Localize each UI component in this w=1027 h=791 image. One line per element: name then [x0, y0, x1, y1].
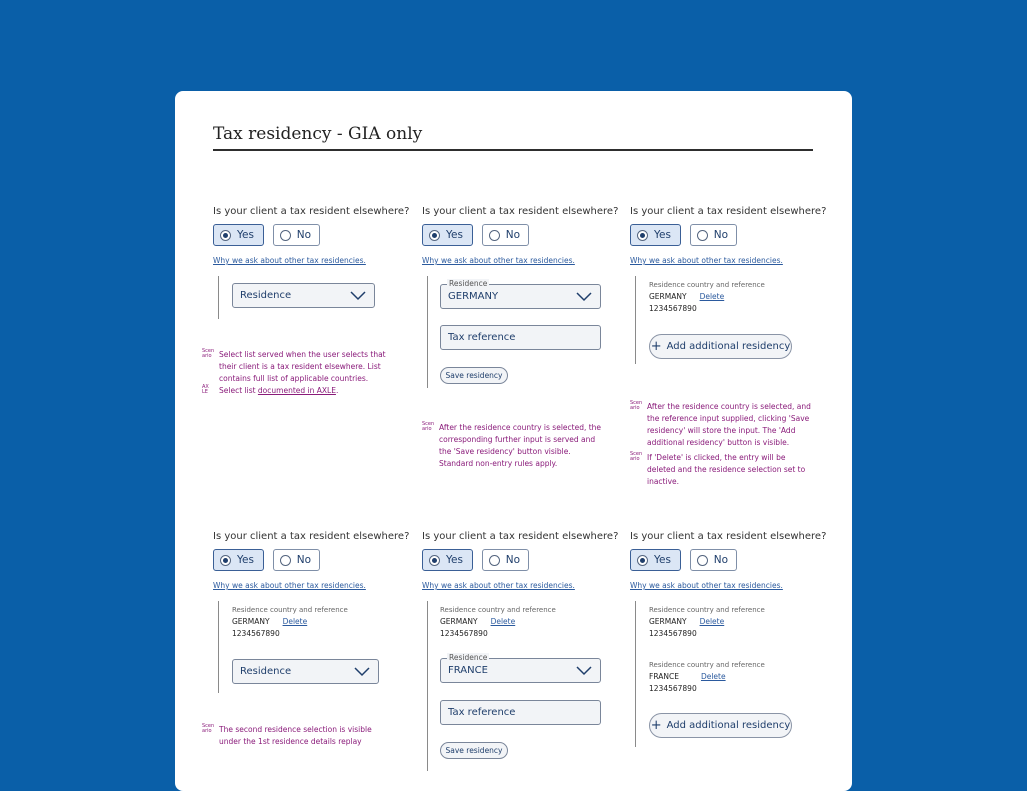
radio-unchecked-icon — [489, 230, 500, 241]
indent-line — [218, 276, 219, 319]
yes-radio[interactable] — [213, 549, 264, 571]
delete-link[interactable]: Delete — [699, 617, 725, 626]
yes-label: Yes — [446, 229, 463, 241]
summary-country: GERMANY — [649, 292, 687, 301]
scenario-note — [630, 401, 815, 449]
question-label: Is your client a tax resident elsewhere? — [422, 206, 619, 217]
residence-select[interactable] — [440, 279, 601, 309]
residence-select[interactable] — [232, 659, 379, 684]
plus-icon: + — [650, 718, 662, 733]
residence-summary — [649, 659, 765, 695]
residence-select[interactable] — [440, 653, 601, 683]
radio-checked-icon — [637, 230, 648, 241]
add-residency-button[interactable] — [649, 713, 792, 738]
summary-reference: 1234567890 — [649, 684, 697, 693]
residence-summary — [649, 604, 765, 640]
radio-unchecked-icon — [697, 555, 708, 566]
summary-reference: 1234567890 — [440, 629, 488, 638]
chevron-down-icon — [354, 667, 370, 677]
indent-line — [427, 276, 428, 388]
radio-group — [422, 224, 529, 246]
residence-summary — [440, 604, 556, 640]
question-label: Is your client a tax resident elsewhere? — [213, 531, 410, 542]
scenario-tag: Scen ario — [422, 421, 435, 432]
axle-note-prefix: Select list — [219, 386, 258, 395]
radio-checked-icon — [220, 555, 231, 566]
radio-group — [213, 224, 320, 246]
residence-select-value: GERMANY — [448, 291, 499, 302]
panel-second-residence-france — [422, 531, 622, 590]
delete-link[interactable]: Delete — [700, 672, 726, 681]
scenario-note — [202, 724, 387, 748]
radio-unchecked-icon — [697, 230, 708, 241]
yes-radio[interactable] — [630, 224, 681, 246]
no-radio[interactable] — [482, 549, 529, 571]
residence-summary — [649, 279, 765, 315]
radio-group — [630, 549, 737, 571]
title-divider — [213, 149, 813, 151]
chevron-down-icon — [576, 666, 592, 676]
summary-country: GERMANY — [440, 617, 478, 626]
radio-checked-icon — [429, 230, 440, 241]
no-label: No — [505, 554, 520, 566]
axle-note — [202, 385, 387, 397]
chevron-down-icon — [576, 292, 592, 302]
plus-icon: + — [650, 339, 662, 354]
tax-residency-card — [175, 91, 852, 791]
why-link[interactable]: Why we ask about other tax residencies. — [422, 581, 575, 590]
tax-reference-placeholder: Tax reference — [448, 332, 516, 343]
yes-radio[interactable] — [213, 224, 264, 246]
tax-reference-input[interactable] — [440, 700, 601, 725]
yes-label: Yes — [654, 554, 671, 566]
radio-group — [213, 549, 320, 571]
scenario-tag: Scen ario — [630, 400, 643, 411]
yes-label: Yes — [446, 554, 463, 566]
page-title: Tax residency - GIA only — [213, 124, 423, 144]
summary-country: GERMANY — [649, 617, 687, 626]
note-text: After the residence country is selected, and the reference input supplied, clicking 'Save residency' will store the input. The 'Add additional residency' button is visible. — [647, 402, 811, 447]
question-label: Is your client a tax resident elsewhere? — [630, 206, 827, 217]
radio-checked-icon — [637, 555, 648, 566]
no-radio[interactable] — [273, 549, 320, 571]
why-link[interactable]: Why we ask about other tax residencies. — [630, 256, 783, 265]
scenario-note — [630, 452, 815, 488]
axle-note-suffix: . — [335, 386, 339, 395]
scenario-note — [202, 349, 387, 385]
chevron-down-icon — [350, 291, 366, 301]
scenario-tag: Scen ario — [630, 451, 643, 462]
radio-unchecked-icon — [280, 230, 291, 241]
residence-select-value: Residence — [240, 666, 292, 677]
delete-link[interactable]: Delete — [282, 617, 308, 626]
summary-label: Residence country and reference — [649, 281, 765, 289]
summary-label: Residence country and reference — [649, 606, 765, 614]
summary-label: Residence country and reference — [232, 606, 348, 614]
why-link[interactable]: Why we ask about other tax residencies. — [422, 256, 575, 265]
summary-reference: 1234567890 — [232, 629, 280, 638]
residence-select-value: FRANCE — [448, 665, 488, 676]
residence-legend: Residence — [449, 653, 488, 662]
no-radio[interactable] — [690, 224, 737, 246]
no-label: No — [505, 229, 520, 241]
axle-tag: AX LE — [202, 384, 209, 395]
indent-line — [635, 601, 636, 747]
summary-label: Residence country and reference — [440, 606, 556, 614]
note-text: After the residence country is selected, the corresponding further input is served and the 'Save residency' button visible. Standard non-entry rules apply. — [439, 423, 602, 468]
radio-unchecked-icon — [280, 555, 291, 566]
add-residency-label: Add additional residency — [666, 341, 791, 352]
residence-summary — [232, 604, 348, 640]
note-text: The second residence selection is visible under the 1st residence details replay — [219, 725, 372, 746]
radio-group — [422, 549, 529, 571]
summary-reference: 1234567890 — [649, 304, 697, 313]
no-radio[interactable] — [273, 224, 320, 246]
question-label: Is your client a tax resident elsewhere? — [213, 206, 410, 217]
residence-select[interactable] — [232, 283, 375, 308]
residence-legend: Residence — [449, 279, 488, 288]
delete-link[interactable]: Delete — [699, 292, 725, 301]
radio-group — [630, 224, 737, 246]
summary-country: FRANCE — [649, 672, 679, 681]
no-label: No — [296, 554, 311, 566]
no-label: No — [713, 229, 728, 241]
indent-line — [635, 276, 636, 364]
why-link[interactable]: Why we ask about other tax residencies. — [213, 256, 366, 265]
panel-residence-select — [213, 206, 413, 265]
yes-label: Yes — [237, 554, 254, 566]
add-residency-label: Add additional residency — [666, 720, 791, 731]
tax-reference-placeholder: Tax reference — [448, 707, 516, 718]
residence-select-value: Residence — [240, 290, 292, 301]
no-label: No — [713, 554, 728, 566]
scenario-tag: Scen ario — [202, 348, 215, 359]
no-label: No — [296, 229, 311, 241]
scenario-note — [422, 422, 607, 470]
axle-doc-link[interactable]: documented in AXLE — [257, 386, 336, 395]
question-label: Is your client a tax resident elsewhere? — [630, 531, 827, 542]
question-label: Is your client a tax resident elsewhere? — [422, 531, 619, 542]
add-residency-button[interactable] — [649, 334, 792, 359]
no-radio[interactable] — [482, 224, 529, 246]
tax-reference-input[interactable] — [440, 325, 601, 350]
yes-label: Yes — [237, 229, 254, 241]
yes-label: Yes — [654, 229, 671, 241]
radio-checked-icon — [429, 555, 440, 566]
panel-two-residencies-saved — [630, 531, 830, 590]
radio-unchecked-icon — [489, 555, 500, 566]
scenario-tag: Scen ario — [202, 723, 215, 734]
yes-radio[interactable] — [630, 549, 681, 571]
panel-second-residence-select — [213, 531, 413, 590]
summary-reference: 1234567890 — [649, 629, 697, 638]
yes-radio[interactable] — [422, 549, 473, 571]
why-link[interactable]: Why we ask about other tax residencies. — [213, 581, 366, 590]
indent-line — [218, 601, 219, 693]
summary-label: Residence country and reference — [649, 661, 765, 669]
note-text: If 'Delete' is clicked, the entry will be deleted and the residence selection set to inactive. — [647, 453, 806, 486]
panel-residence-saved — [630, 206, 830, 265]
save-residency-button[interactable]: Save residency — [440, 367, 508, 384]
summary-country: GERMANY — [232, 617, 270, 626]
why-link[interactable]: Why we ask about other tax residencies. — [630, 581, 783, 590]
delete-link[interactable]: Delete — [490, 617, 516, 626]
yes-radio[interactable] — [422, 224, 473, 246]
radio-checked-icon — [220, 230, 231, 241]
indent-line — [427, 601, 428, 771]
no-radio[interactable] — [690, 549, 737, 571]
save-residency-button[interactable]: Save residency — [440, 742, 508, 759]
note-text: Select list served when the user selects that their client is a tax resident elsewhere. List contains full list of applicable countries. — [219, 350, 386, 383]
panel-residence-germany — [422, 206, 622, 265]
